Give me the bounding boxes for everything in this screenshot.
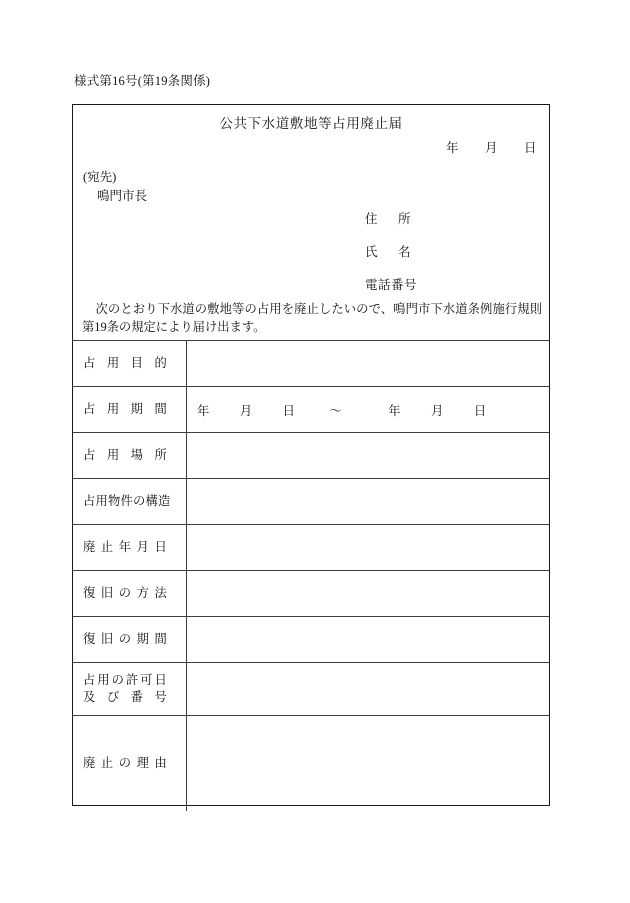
table-row xyxy=(73,341,549,387)
row-value-period[interactable] xyxy=(187,387,550,433)
table-row xyxy=(73,479,549,525)
row-label-purpose xyxy=(73,341,187,387)
period-tilde: ～ xyxy=(329,403,343,418)
period-year-start: 年 xyxy=(197,403,210,418)
period-day-start: 日 xyxy=(282,403,296,418)
row-label-restoration-method xyxy=(73,571,187,617)
applicant-name-field xyxy=(365,242,417,260)
row-value-restoration-period[interactable] xyxy=(187,617,550,663)
table-row xyxy=(73,525,549,571)
row-label-abolition-date xyxy=(73,525,187,571)
applicant-address-label: 住 xyxy=(365,212,379,226)
row-label-text: 廃止の理由 xyxy=(83,756,167,771)
row-label-reason xyxy=(73,716,187,812)
row-label-text-line1: 占用の許可日 xyxy=(83,673,167,688)
applicant-address-label-2: 所 xyxy=(398,212,412,226)
period-range xyxy=(197,404,487,418)
applicant-address-field xyxy=(365,209,417,227)
applicant-phone-label: 電話番号 xyxy=(365,278,418,292)
row-label-text: 復旧の方法 xyxy=(83,586,167,601)
row-value-purpose[interactable] xyxy=(187,341,550,387)
submission-date-line xyxy=(446,138,537,156)
table-row xyxy=(73,387,549,433)
date-month-label: 月 xyxy=(484,141,498,155)
row-value-reason[interactable] xyxy=(187,716,550,812)
form-header-area xyxy=(73,105,549,340)
applicant-name-label-2: 名 xyxy=(398,245,412,259)
row-value-structure[interactable] xyxy=(187,479,550,525)
form-table xyxy=(73,340,549,811)
row-label-structure xyxy=(73,479,187,525)
form-box xyxy=(72,104,550,806)
row-value-permit-date-number[interactable] xyxy=(187,663,550,716)
addressee-label: (宛先) xyxy=(83,170,117,184)
form-number: 様式第16号(第19条関係) xyxy=(74,74,211,88)
row-value-location[interactable] xyxy=(187,433,550,479)
row-label-text-line2: 及び番号 xyxy=(83,690,167,704)
row-label-permit-date-number xyxy=(73,663,187,716)
table-row xyxy=(73,433,549,479)
row-label-text: 占用期間 xyxy=(83,402,167,417)
period-month-start: 月 xyxy=(239,403,253,418)
table-row xyxy=(73,617,549,663)
table-row xyxy=(73,571,549,617)
row-label-text: 復旧の期間 xyxy=(83,632,167,647)
row-label-text: 廃止年月日 xyxy=(83,540,167,555)
row-label-text: 占用目的 xyxy=(83,356,167,371)
row-label-text: 占用物件の構造 xyxy=(83,494,171,509)
statement-text: 次のとおり下水道の敷地等の占用を廃止したいので、鳴門市下水道条例施行規則第19条の規定により届け出ます。 xyxy=(82,302,542,334)
addressee-name: 鳴門市長 xyxy=(97,189,148,204)
row-label-location xyxy=(73,433,187,479)
table-row xyxy=(73,716,549,812)
document-title: 公共下水道敷地等占用廃止届 xyxy=(219,116,403,131)
row-value-restoration-method[interactable] xyxy=(187,571,550,617)
row-label-text: 占用場所 xyxy=(83,448,167,463)
period-day-end: 日 xyxy=(473,403,487,418)
date-day-label: 日 xyxy=(523,141,537,155)
period-month-end: 月 xyxy=(431,403,444,418)
row-label-period xyxy=(73,387,187,433)
date-year-label: 年 xyxy=(445,141,459,155)
applicant-phone-field xyxy=(365,275,417,293)
row-label-restoration-period xyxy=(73,617,187,663)
applicant-name-label: 氏 xyxy=(365,245,379,259)
table-row xyxy=(73,663,549,716)
period-year-end: 年 xyxy=(388,403,402,418)
applicant-fields xyxy=(365,209,417,293)
row-value-abolition-date[interactable] xyxy=(187,525,550,571)
addressee-block xyxy=(83,168,147,207)
